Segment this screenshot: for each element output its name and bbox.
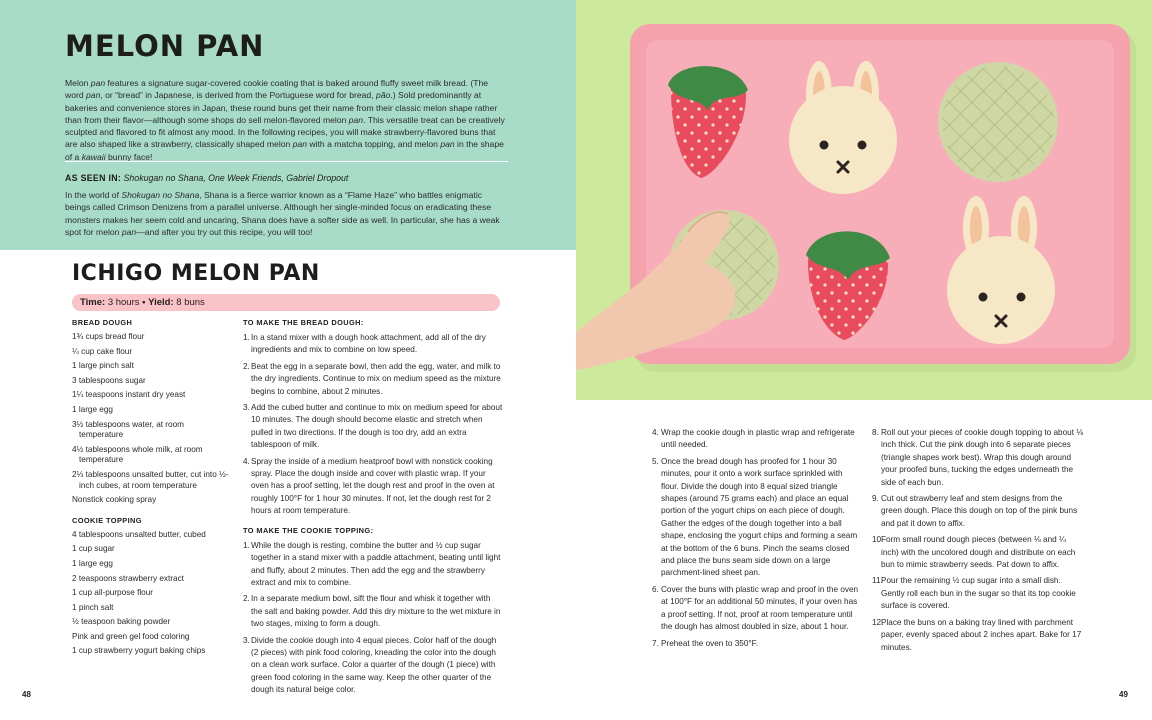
step-number: 8. <box>872 428 879 437</box>
ingredient-item: 1 cup strawberry yogurt baking chips <box>72 646 206 656</box>
method-step <box>243 456 503 518</box>
step-number: 10. <box>872 535 884 545</box>
step-number: 3. <box>243 403 250 413</box>
ingredient-item: 1¾ cups bread flour <box>72 332 145 341</box>
method-step <box>243 361 503 398</box>
step-number: 6. <box>652 584 659 594</box>
ingredient-item: 1¼ teaspoons instant dry yeast <box>72 390 186 400</box>
step-text: Preheat the oven to 350°F. <box>661 638 759 648</box>
ingredient-item: 4 tablespoons unsalted butter, cubed <box>72 529 206 539</box>
ingredient-item: 3½ tablespoons water, at room temperature <box>72 419 184 440</box>
step-text: While the dough is resting, combine the butter and ½ cup sugar together in a stand mixer with a paddle attachment, beating until light and fluffy, about 2 minutes. Then add the egg and the strawberry extract and mix to combine. <box>251 540 501 587</box>
ingredient-item: 4½ tablespoons whole milk, at room temperature <box>72 444 203 465</box>
method-step <box>652 427 862 452</box>
text-segment: Shokugan no Shana <box>121 190 200 200</box>
method-step <box>243 540 503 590</box>
text-segment: with a matcha topping, and melon <box>307 139 441 150</box>
ingredient-item: 1 large pinch salt <box>72 361 134 371</box>
step-text: Roll out your pieces of cookie dough topping to about ⅛ inch thick. Cut the pink dough into 6 separate pieces (triangle shapes work best). Wrap this dough around your proofed buns, tucking the edges underneath the side of each bun. <box>881 428 1084 487</box>
ingredient-item: 1 cup all-purpose flour <box>72 588 154 598</box>
as-seen-in-heading <box>65 173 348 183</box>
time-label: Time: <box>80 297 106 308</box>
text-segment: pan <box>86 90 101 101</box>
text-segment: pão <box>375 90 391 101</box>
method-step <box>872 575 1084 612</box>
method-step <box>243 402 503 452</box>
text-segment: pan <box>121 226 137 237</box>
as-seen-in-paragraph <box>65 189 508 238</box>
melon-pan-photo <box>576 0 1152 400</box>
cookie-method-steps <box>243 540 503 697</box>
method-step <box>872 534 1084 571</box>
method-step <box>652 456 862 580</box>
text-segment: pan <box>348 114 364 125</box>
step-number: 4. <box>243 456 250 466</box>
time-yield-bar <box>72 294 500 311</box>
page-number-right: 49 <box>1119 690 1128 699</box>
method-step <box>243 332 503 357</box>
method-steps-8-12 <box>872 427 1084 654</box>
method-column-right-a <box>652 427 862 654</box>
recipe-title: ICHIGO MELON PAN <box>72 261 320 286</box>
step-text: Once the bread dough has proofed for 1 hour 30 minutes, pour it onto a work surface sprinkled with flour. Divide the dough into 8 equal sized triangle shapes (around 75 grams each) and place an equal portion of the yogurt chips on each piece of dough. Gather the edges of the dough together into a ball shape, enclosing the yogurt chips and forming a seam at the bottom of the 6 buns. Pinch the seams closed and place the buns seam side down on a large parchment-lined sheet pan. <box>661 456 858 578</box>
step-number: 5. <box>652 456 659 466</box>
step-text: Pour the remaining ½ cup sugar into a small dish. Gently roll each bun in the sugar so that its top cookie surface is covered. <box>881 576 1076 611</box>
separator-dot: • <box>142 297 146 308</box>
yield-label: Yield: <box>148 297 174 308</box>
method-step <box>652 638 862 650</box>
step-number: 11. <box>872 576 883 586</box>
step-number: 12. <box>872 617 884 627</box>
photo-illustration <box>576 0 1152 400</box>
step-text: Cut out strawberry leaf and stem designs from the green dough. Place this dough on top of the pink buns and pat it down to affix. <box>881 494 1078 528</box>
intro-divider <box>65 161 508 162</box>
as-seen-in-label: AS SEEN IN: <box>65 173 122 183</box>
ingredient-item: Pink and green gel food coloring <box>72 631 190 641</box>
text-segment: .) Sold predominantly at bakeries and convenience stores in Japan, these round buns get their name from their classic melon shape rather than from their flavor—although some shops do sell melon-flavored melon <box>65 90 498 125</box>
step-number: 7. <box>652 638 659 648</box>
text-segment: bunny face! <box>105 151 153 162</box>
ingredient-item: 3 tablespoons sugar <box>72 375 146 385</box>
method-step <box>872 427 1084 489</box>
bread-dough-list <box>72 332 230 506</box>
intro-panel <box>0 0 576 250</box>
method-step <box>243 635 503 697</box>
text-segment: pan <box>292 139 308 150</box>
step-text: Add the cubed butter and continue to mix on medium speed for about 10 minutes. The dough should become elastic and stretch when pulled in two directions. If the dough is too dry, add an extra tablespoon of milk. <box>251 403 503 450</box>
text-segment: . This versatile treat can be creatively sculpted and flavored to fit almost any mood. In the following recipes, you will make strawberry-flavored buns that are also shaped like a strawberry, classically shaped melon <box>65 114 505 150</box>
step-number: 3. <box>243 635 250 645</box>
step-number: 4. <box>652 428 659 437</box>
step-number: 2. <box>243 361 250 371</box>
bread-method-heading: TO MAKE THE BREAD DOUGH: <box>243 318 364 327</box>
ingredient-item: 1 pinch salt <box>72 602 114 612</box>
cookie-topping-heading: COOKIE TOPPING <box>72 515 142 525</box>
ingredient-item: ¼ cup cake flour <box>72 346 133 356</box>
text-segment: In the world of <box>65 190 122 200</box>
as-seen-in-titles: Shokugan no Shana, One Week Friends, Gabriel Dropout <box>123 173 349 183</box>
method-column-left <box>243 318 503 701</box>
step-text: Spray the inside of a medium heatproof bowl with nonstick cooking spray. Place the dough inside and cover with plastic wrap. If your oven has a proof setting, let the dough rest and proof in the oven at roughly 100°F for 1 hour 30 minutes. If not, let the dough rest for 2 hours at room temperature. <box>251 456 495 516</box>
yield-value: 8 buns <box>176 297 205 308</box>
bread-dough-heading: BREAD DOUGH <box>72 318 133 327</box>
page-title: MELON PAN <box>65 29 265 63</box>
ingredient-item: 2 teaspoons strawberry extract <box>72 573 184 583</box>
text-segment: , Shana is a fierce warrior known as a “Flame Haze” who battles enigmatic beings called Crimson Denizens from a parallel universe. Although her single-minded focus on eradicating these monsters makes her seem cold and uncaring, Shana does have a softer side as well. In particular, she has a weak spot for melon <box>65 190 500 237</box>
method-steps-4-7 <box>652 427 862 650</box>
ingredients-column <box>72 318 230 661</box>
method-step <box>243 593 503 630</box>
step-text: Beat the egg in a separate bowl, then add the egg, water, and milk to the dry ingredients. Continue to mix on medium speed as the mixture begins to combine, about 2 minutes. <box>251 361 501 396</box>
step-text: In a separate medium bowl, sift the flour and whisk it together with the salt and baking powder. Add this dry mixture to the wet mixture in two stages, mixing to form a dough. <box>251 594 501 629</box>
page-number-left: 48 <box>22 690 31 699</box>
step-number: 1. <box>243 333 250 342</box>
ingredient-item: 1 large egg <box>72 558 113 568</box>
text-segment: pan <box>90 78 106 88</box>
step-text: Divide the cookie dough into 4 equal pieces. Color half of the dough (2 pieces) with pink food coloring, kneading the color into the dough on a clean work surface. Color a quarter of the dough (1 piece) with green food coloring in the same way. Keep the other quarter of the dough its natural beige color. <box>251 635 497 695</box>
ingredient-item: 1 large egg <box>72 404 113 414</box>
intro-paragraph <box>65 77 508 163</box>
ingredient-item: Nonstick cooking spray <box>72 495 157 505</box>
method-step <box>652 584 862 634</box>
method-column-right-b <box>872 427 1084 658</box>
cookie-method-heading: TO MAKE THE COOKIE TOPPING: <box>243 525 374 535</box>
text-segment: pan <box>440 139 455 150</box>
step-text: Form small round dough pieces (between ⅛ and ¼ inch) with the uncolored dough and distribute on each bun to mimic strawberry seeds. Pat down to affix. <box>881 535 1076 570</box>
step-text: Wrap the cookie dough in plastic wrap and refrigerate until needed. <box>661 428 855 450</box>
bread-method-steps <box>243 332 503 518</box>
method-step <box>872 617 1084 654</box>
step-number: 1. <box>243 540 250 550</box>
cookie-topping-list <box>72 530 230 657</box>
text-segment: in the shape of a <box>65 139 504 162</box>
ingredient-item: 1 cup sugar <box>72 544 115 554</box>
ingredient-item: ½ teaspoon baking powder <box>72 617 171 627</box>
text-segment: —and after you try out this recipe, you will too! <box>136 226 313 237</box>
text-segment: Melon <box>65 78 91 88</box>
matcha-bun-1 <box>938 62 1058 182</box>
step-number: 2. <box>243 594 250 604</box>
step-text: In a stand mixer with a dough hook attachment, add all of the dry ingredients and mix to combine on low speed. <box>251 333 486 355</box>
text-segment: kawaii <box>81 151 106 162</box>
ingredient-item: 2⅓ tablespoons unsalted butter, cut into ½-inch cubes, at room temperature <box>72 469 229 490</box>
step-number: 9. <box>872 494 879 504</box>
method-step <box>872 493 1084 530</box>
step-text: Cover the buns with plastic wrap and proof in the oven at 100°F for an additional 50 minutes, if your oven has a proof setting. If not, proof at room temperature until the dough has almost doubled in size, about 1 hour. <box>661 584 859 632</box>
text-segment: , or “bread” in Japanese, is derived from the Portuguese word for bread, <box>100 90 376 101</box>
step-text: Place the buns on a baking tray lined with parchment paper, evenly spaced about 2 inches apart. Bake for 17 minutes. <box>881 617 1082 652</box>
time-value: 3 hours <box>107 297 140 308</box>
text-segment: features a signature sugar-covered cookie coating that is baked around fluffy sweet milk bread. (The word <box>65 78 489 101</box>
